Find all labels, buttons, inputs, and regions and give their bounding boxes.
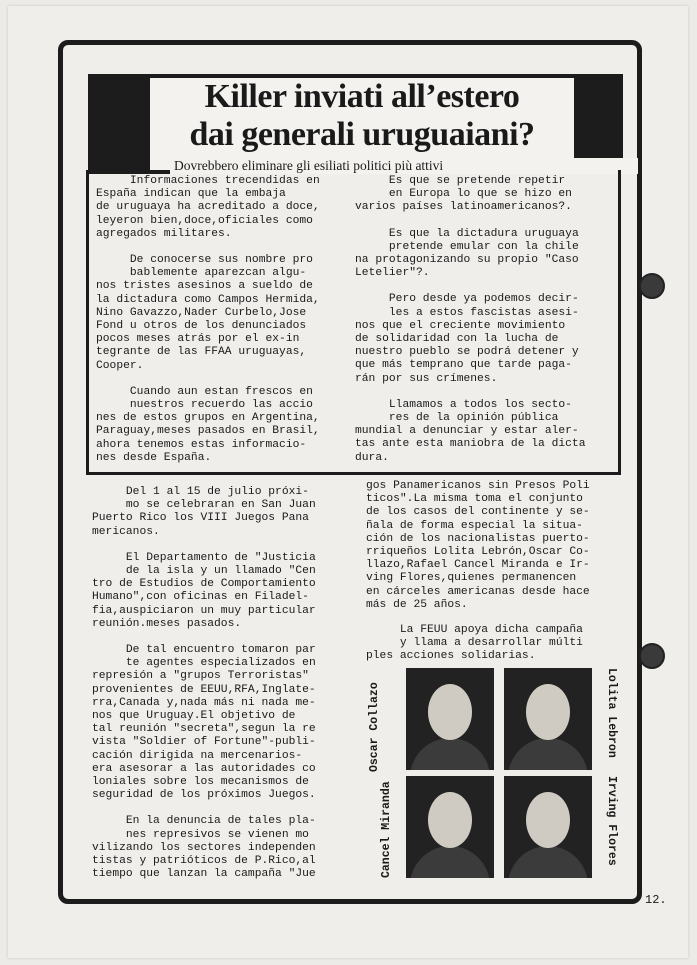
paragraph: De conocerse sus nombre pro bablemente aparezcan algu- nos tristes asesinos a sueldo de la dictadura como Campos Hermida, Nino Gavazzo,Nader Curbelo,Jose Fond u otros de los denunciados pocos meses atrás por el ex-in tegrante de las FFAA uruguayas, Cooper.: [96, 254, 320, 372]
paragraph: En la denuncia de tales pla- nes represivos se vienen mo vilizando los sectores independen tistas y patrióticos de P.Rico,al tiempo que lanzan la campaña "Jue: [92, 815, 316, 881]
lower-article-right-column: [366, 480, 628, 625]
caption-lolita-lebron: Lolita Lebron: [605, 668, 618, 758]
paragraph: El Departamento de "Justicia de la isla y un llamado "Cen tro de Estudios de Comportamiento Humano",con oficinas en Filadel- fia,auspiciaron un muy particular reunión.meses pasados.: [92, 551, 316, 630]
paragraph: De tal encuentro tomaron par te agentes especializados en represión a "grupos Terroristas" provenientes de EEUU,RFA,Inglate- rra,Canada y,nada más ni nada me- nos que Uruguay.El objetivo de tal reunión "secreta",segun la re vista "Soldier of Fortune"-publi- cación dirigida na mercenarios- era asesorar a las autoridades co loniales sobre los mecanismos de seguridad de los próximos Juegos.: [92, 644, 316, 802]
prisoner-photo-grid: [406, 668, 592, 880]
binder-hole-top: [639, 273, 665, 299]
boxed-article-left-column: [96, 175, 352, 478]
caption-cancel-miranda: Cancel Miranda: [380, 781, 393, 878]
caption-oscar-collazo: Oscar Collazo: [368, 682, 381, 772]
paragraph: Es que se pretende repetir en Europa lo que se hizo en varios países latinoamericanos?.: [355, 175, 572, 214]
photo-irving-flores: [504, 776, 592, 878]
headline: [150, 78, 574, 154]
headline-line-2: dai generali uruguaiani?: [189, 116, 535, 153]
lower-article-left-column: [92, 486, 348, 894]
paragraph: Llamamos a todos los secto- res de la opinión pública mundial a denunciar y estar aler- tas ante esta maniobra de la dicta dura.: [355, 398, 586, 464]
binder-hole-bottom: [639, 643, 665, 669]
boxed-article-right-column: [355, 175, 617, 478]
paragraph: Del 1 al 15 de julio próxi- mo se celebraran en San Juan Puerto Rico los VIII Juegos Pana mericanos.: [92, 486, 316, 538]
paragraph: Pero desde ya podemos decir- les a estos fascistas asesi- nos que el creciente movimiento de solidaridad con la lucha de nuestro pueblo se podrá detener y que más temprano que tarde paga- rán por sus crímenes.: [355, 293, 579, 385]
headline-line-1: Killer inviati all’estero: [204, 78, 520, 115]
caption-irving-flores: Irving Flores: [605, 776, 618, 866]
paragraph: Informaciones trecendidas en España indican que la embaja de uruguaya ha acreditado a doce, leyeron bien,doce,oficiales como agregados militares.: [96, 175, 320, 240]
photo-lolita-lebron: [504, 668, 592, 770]
paragraph: Cuando aun estan frescos en nuestros recuerdo las accio nes de estos grupos en Argentina, Paraguay,meses pasados en Brasil, ahora tenemos estas informacio- nes desde España.: [96, 385, 320, 464]
photo-cancel-miranda: [406, 776, 494, 878]
paragraph: gos Panamericanos sin Presos Poli ticos".La misma toma el conjunto de los casos del continente y se- ñala de forma especial la situa- ción de los nacionalistas puerto- rriqueños Lolita Lebrón,Oscar Co- llazo,Rafael Cancel Miranda e Ir- ving Flores,quienes permanencen en cárceles americanas desde hace más de 25 años.: [366, 480, 590, 611]
photo-oscar-collazo: [406, 668, 494, 770]
paragraph: La FEUU apoya dicha campaña y llama a desarrollar múlti ples acciones solidarias.: [366, 624, 583, 663]
page-number: 12.: [645, 893, 667, 907]
subheadline: Dovrebbero eliminare gli esiliati politici più attivi: [170, 158, 638, 174]
paragraph: Es que la dictadura uruguaya pretende emular con la chile na protagonizando su propio "Caso Letelier"?.: [355, 227, 579, 280]
